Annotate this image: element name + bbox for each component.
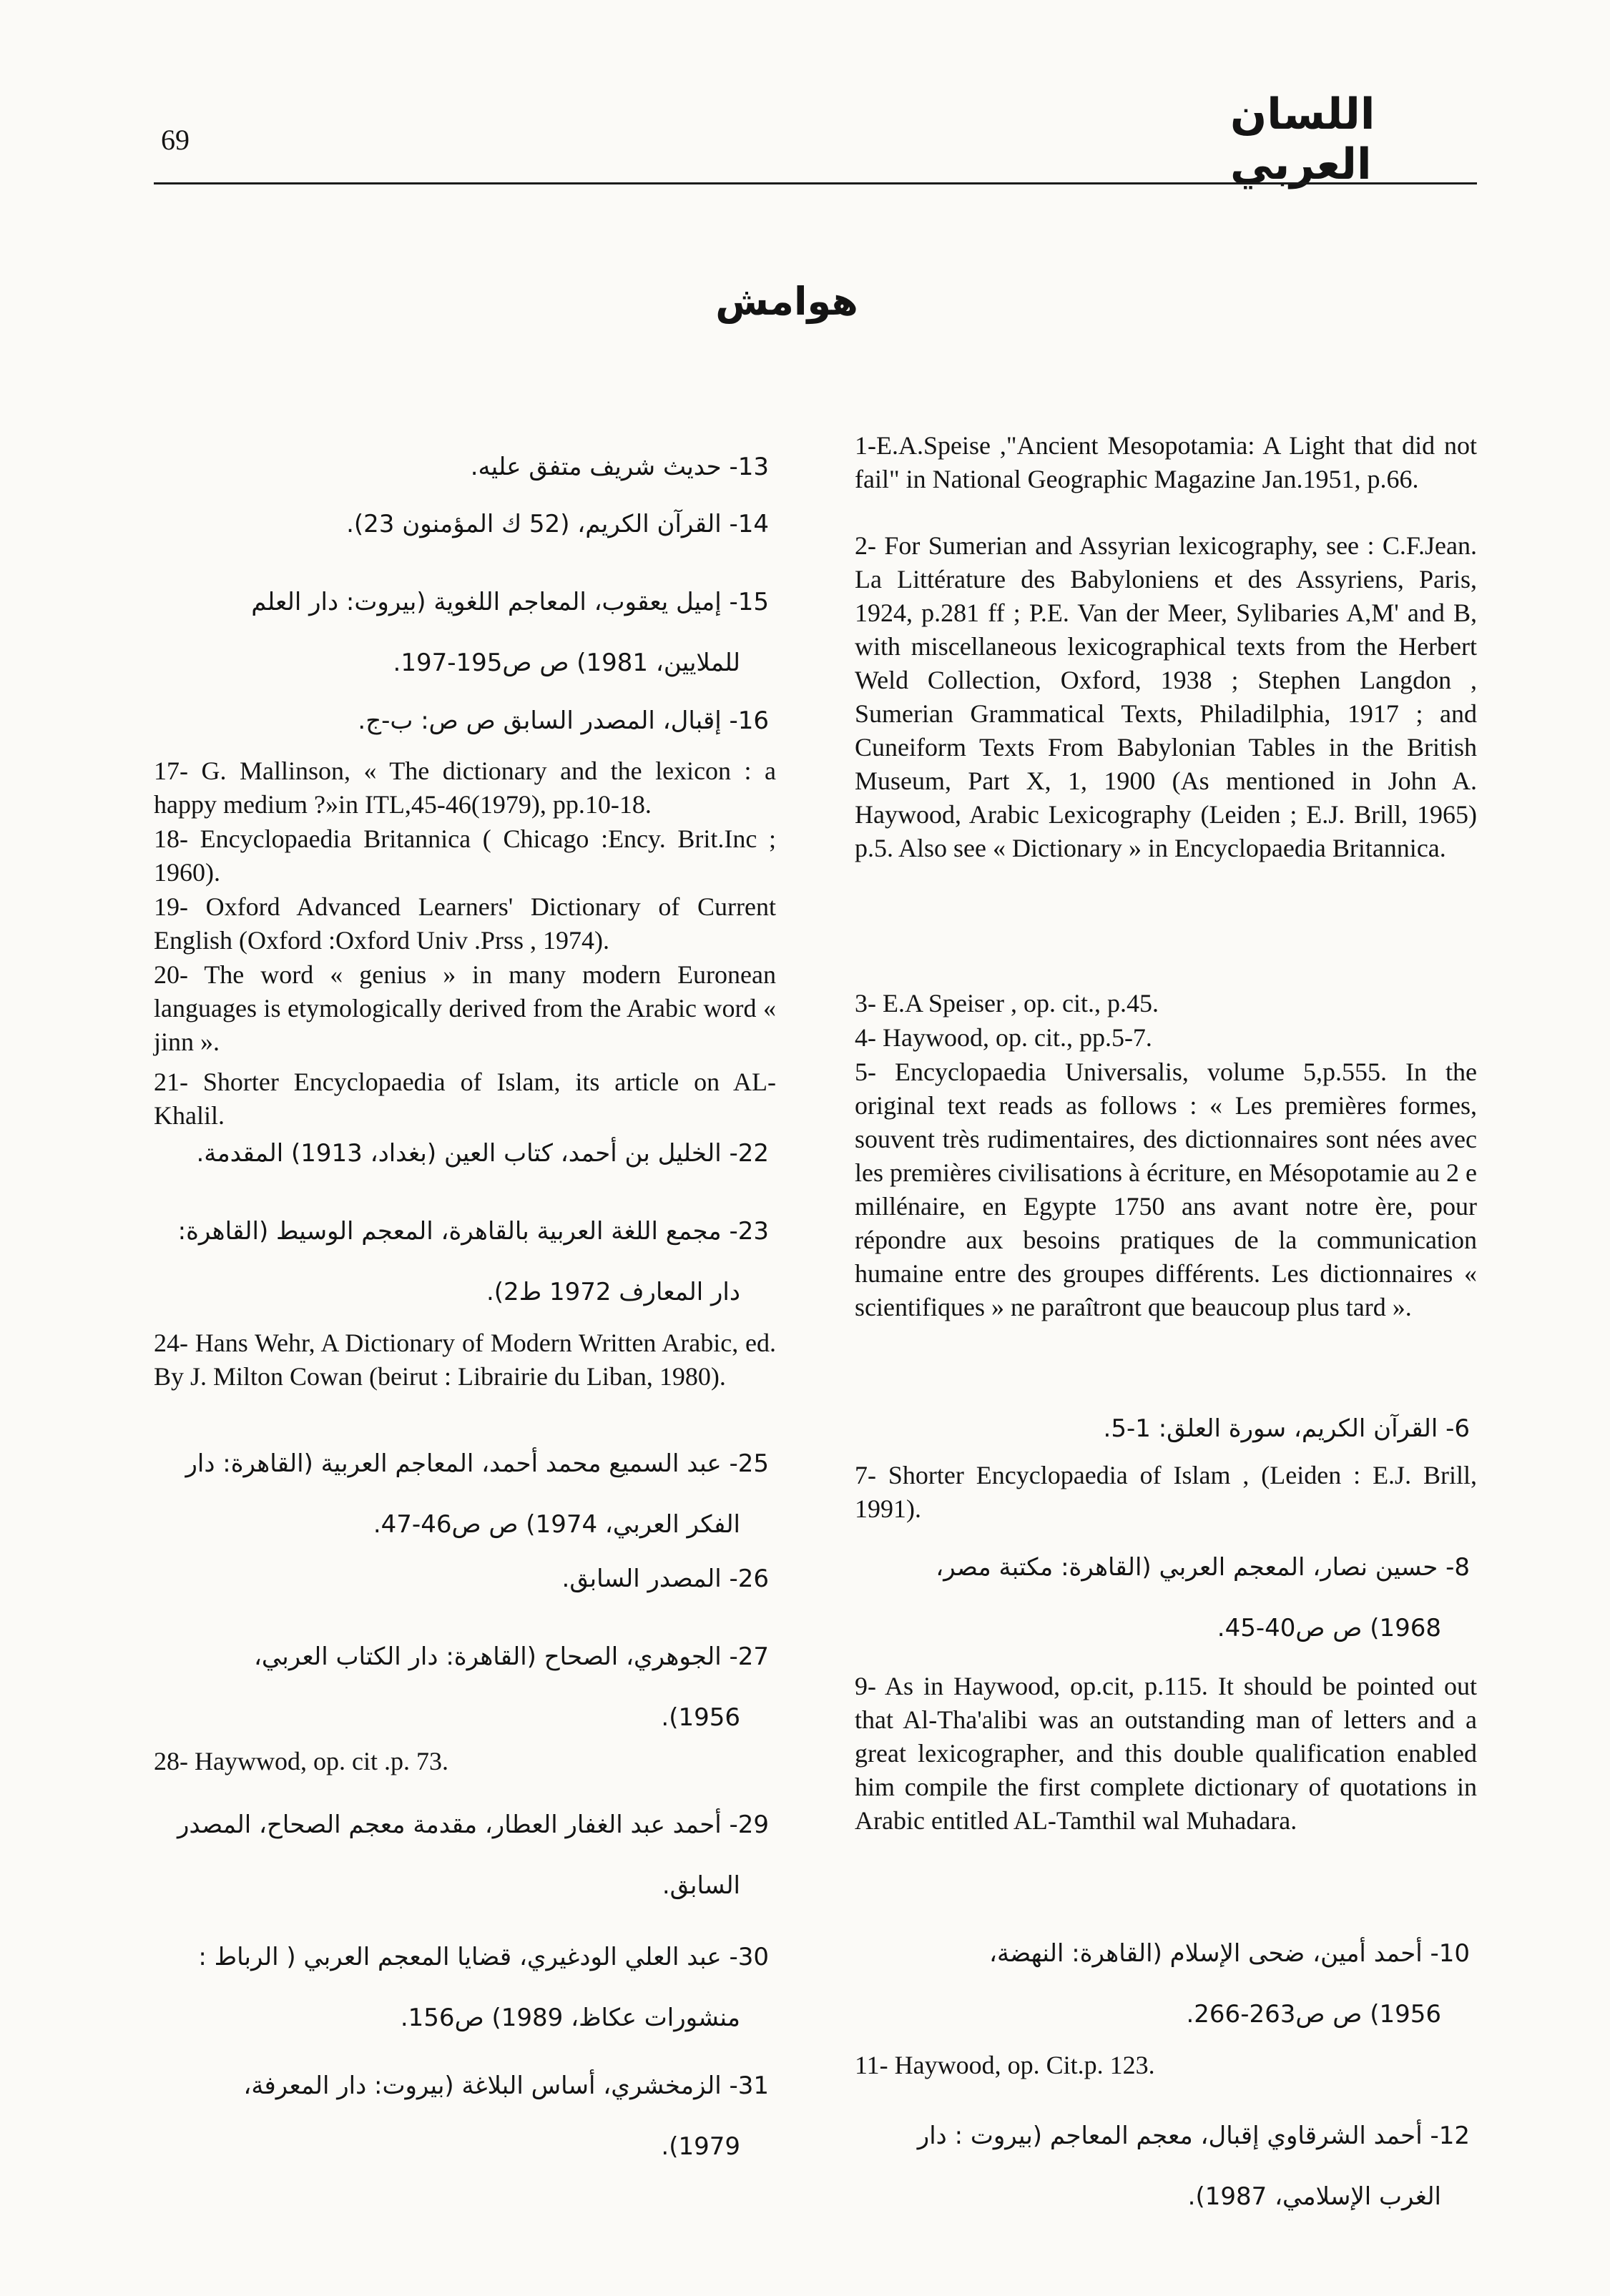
footnote-14: 14- القرآن الكريم، (52 ك المؤمنون 23). <box>346 510 769 538</box>
footnote-23: 23- مجمع اللغة العربية بالقاهرة، المعجم الوسيط (القاهرة: دار المعارف 1972 ط2). <box>177 1217 769 1306</box>
section-title: هوامش <box>715 279 858 324</box>
footnote-15: 15- إميل يعقوب، المعاجم اللغوية (بيروت: دار العلم للملايين، 1981) ص ص195-197. <box>251 588 769 677</box>
footnote-31: 31- الزمخشري، أساس البلاغة (بيروت: دار المعرفة، 1979). <box>243 2071 769 2161</box>
footnote-29: 29- أحمد عبد الغفار العطار، مقدمة معجم الصحاح، المصدر السابق. <box>177 1810 769 1900</box>
footnote-17: 17- G. Mallinson, « The dictionary and the lexicon : a happy medium ?»in ITL,45-46(1979), pp.10-18. <box>154 757 776 819</box>
footnote-6: 6- القرآن الكريم، سورة العلق: 1-5. <box>1103 1414 1470 1443</box>
footnote-5: 5- Encyclopaedia Universalis, volume 5,p.555. In the original text reads as follows : « Les premières formes, souvent très rudimentaires, des dictionnaires sont nées avec les premières civilisations à écriture, en Mésopotamie au 2 e millénaire, en Egypte 1750 ans avant notre ère, pour répondre aux besoins pratiques de la communication humaine entre des groupes différents. Les dictionnaires « scientifiques » ne paraîtront que beaucoup plus tard ». <box>855 1058 1477 1321</box>
footnote-1: 1-E.A.Speise ,"Ancient Mesopotamia: A Light that did not fail" in National Geographic Magazine Jan.1951, p.66. <box>855 431 1477 493</box>
footnote-11: 11- Haywood, op. Cit.p. 123. <box>855 2051 1155 2079</box>
footnote-22: 22- الخليل بن أحمد، كتاب العين (بغداد، 1913) المقدمة. <box>196 1139 769 1168</box>
footnote-24: 24- Hans Wehr, A Dictionary of Modern Written Arabic, ed. By J. Milton Cowan (beirut : Librairie du Liban, 1980). <box>154 1329 776 1391</box>
footnote-20: 20- The word « genius » in many modern Euronean languages is etymologically derived from the Arabic word « jinn ». <box>154 960 776 1056</box>
footnote-7: 7- Shorter Encyclopaedia of Islam , (Leiden : E.J. Brill, 1991). <box>855 1461 1477 1523</box>
footnote-18: 18- Encyclopaedia Britannica ( Chicago :Ency. Brit.Inc ; 1960). <box>154 824 776 887</box>
footnote-10: 10- أحمد أمين، ضحى الإسلام (القاهرة: النهضة، 1956) ص ص263-266. <box>989 1939 1470 2029</box>
page-number: 69 <box>161 124 190 156</box>
footnote-28: 28- Haywwod, op. cit .p. 73. <box>154 1747 448 1775</box>
footnote-9: 9- As in Haywood, op.cit, p.115. It should be pointed out that Al-Tha'alibi was an outstanding man of letters and a great lexicographer, and this double qualification enabled him compile the first complete dictionary of quotations in Arabic entitled AL-Tamthil wal Muhadara. <box>855 1672 1477 1835</box>
footnote-26: 26- المصدر السابق. <box>561 1565 769 1593</box>
journal-logo: اللسان العربي <box>1230 89 1375 189</box>
footnote-3: 3- E.A Speiser , op. cit., p.45. <box>855 989 1159 1018</box>
footnote-12: 12- أحمد الشرقاوي إقبال، معجم المعاجم (بيروت : دار الغرب الإسلامي، 1987). <box>917 2122 1470 2211</box>
header-divider <box>154 182 1477 184</box>
footnote-2: 2- For Sumerian and Assyrian lexicography, see : C.F.Jean. La Littérature des Babyloniens et des Assyriens, Paris, 1924, p.281 ff ; P.E. Van der Meer, Sylibaries A,M' and B, with miscellaneous lexicographical texts from the Herbert Weld Collection, Oxford, 1938 ; Stephen Langdon , Sumerian Grammatical Texts, Philadilphia, 1917 ; and Cuneiform Texts From Babylonian Tables in the British Museum, Part X, 1, 1900 (As mentioned in John A. Haywood, Arabic Lexicography (Leiden ; E.J. Brill, 1965) p.5. Also see « Dictionary » in Encyclopaedia Britannica. <box>855 531 1477 862</box>
footnote-13: 13- حديث شريف متفق عليه. <box>470 453 769 481</box>
footnote-30: 30- عبد العلي الودغيري، قضايا المعجم العربي ( الرباط : منشورات عكاظ، 1989) ص156. <box>198 1943 769 2032</box>
footnote-8: 8- حسين نصار، المعجم العربي (القاهرة: مكتبة مصر، 1968) ص ص40-45. <box>936 1553 1470 1642</box>
footnote-4: 4- Haywood, op. cit., pp.5-7. <box>855 1023 1152 1052</box>
footnote-21: 21- Shorter Encyclopaedia of Islam, its article on AL-Khalil. <box>154 1068 776 1130</box>
footnote-16: 16- إقبال، المصدر السابق ص ص: ب-ج. <box>358 706 769 735</box>
footnote-25: 25- عبد السميع محمد أحمد، المعاجم العربية (القاهرة: دار الفكر العربي، 1974) ص ص46-47. <box>185 1449 769 1539</box>
footnote-27: 27- الجوهري، الصحاح (القاهرة: دار الكتاب العربي، 1956). <box>253 1642 769 1732</box>
footnote-19: 19- Oxford Advanced Learners' Dictionary of Current English (Oxford :Oxford Univ .Prss , 1974). <box>154 892 776 955</box>
